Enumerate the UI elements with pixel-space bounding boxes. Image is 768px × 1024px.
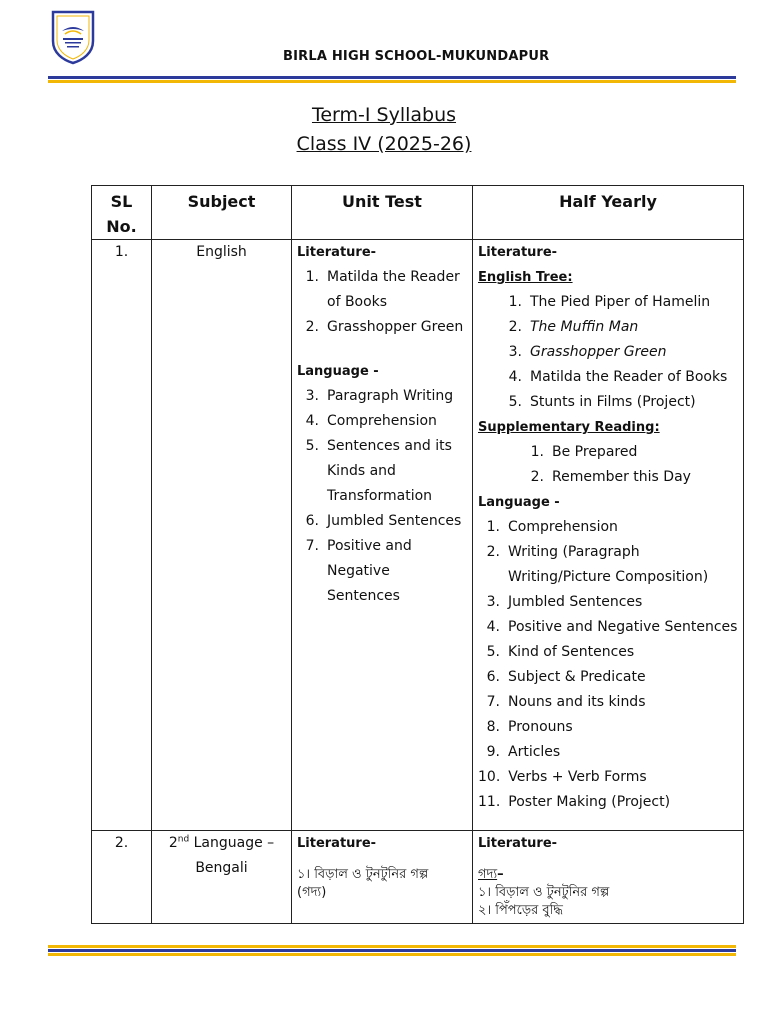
list-number: 8. (486, 719, 500, 735)
section-subheading: English Tree: (478, 270, 573, 285)
list-text: Matilda the Reader of Books (530, 369, 728, 385)
list-text: Nouns and its kinds (508, 694, 646, 710)
topic-list (297, 265, 467, 340)
list-text: The Muffin Man (530, 319, 639, 335)
page-subtitle: Class IV (2025-26) (296, 133, 472, 155)
list-item (478, 540, 738, 590)
list-number: 4. (305, 413, 319, 429)
table-row (92, 240, 744, 831)
list-item (478, 790, 738, 815)
list-number: 4. (508, 369, 522, 385)
list-item (478, 765, 738, 790)
list-item (297, 409, 467, 434)
list-number: 5. (508, 394, 522, 410)
row-sl: 1. (92, 240, 152, 831)
bengali-subheading (478, 866, 738, 884)
list-number: 3. (508, 344, 522, 360)
list-text: Comprehension (508, 519, 618, 535)
list-item (297, 384, 467, 409)
list-number: 2. (486, 544, 500, 560)
list-item (500, 290, 738, 315)
list-item (478, 615, 738, 640)
list-text: Writing (Paragraph Writing/Picture Composition) (508, 544, 709, 585)
list-number: 2. (530, 469, 544, 485)
bengali-line: ২। পিঁপড়ের বুদ্ধি (478, 903, 563, 918)
topic-list (297, 384, 467, 609)
list-item (478, 640, 738, 665)
list-text: Comprehension (327, 413, 437, 429)
list-number: 3. (486, 594, 500, 610)
unit-test-cell (292, 240, 473, 831)
bengali-line: ১। বিড়াল ও টুনটুনির গল্প (478, 885, 610, 900)
list-text: Verbs + Verb Forms (508, 769, 647, 785)
school-name: BIRLA HIGH SCHOOL-MUKUNDAPUR (283, 49, 550, 64)
list-text: Kind of Sentences (508, 644, 635, 660)
syllabus-table (91, 185, 744, 924)
table-row (92, 831, 744, 924)
header-unit-test: Unit Test (292, 186, 473, 240)
list-text: Stunts in Films (Project) (530, 394, 696, 410)
list-number: 3. (305, 388, 319, 404)
list-number: 5. (486, 644, 500, 660)
list-text: Positive and Negative Sentences (327, 538, 412, 604)
list-item (297, 434, 467, 509)
bengali-line: (গদ্য) (297, 885, 327, 900)
list-item (478, 740, 738, 765)
list-item (297, 315, 467, 340)
list-text: Be Prepared (552, 444, 638, 460)
section-heading: Literature- (478, 836, 558, 851)
list-number: 6. (305, 513, 319, 529)
list-item (478, 690, 738, 715)
half-yearly-cell (473, 831, 744, 924)
list-text: Articles (508, 744, 561, 760)
list-item (478, 715, 738, 740)
list-text: Pronouns (508, 719, 573, 735)
list-item (297, 534, 467, 609)
topic-list (478, 440, 738, 490)
list-text: Positive and Negative Sentences (508, 619, 738, 635)
list-item (297, 265, 467, 315)
list-number: 2. (305, 319, 319, 335)
page-title: Term-I Syllabus (311, 104, 457, 126)
list-text: Subject & Predicate (508, 669, 646, 685)
header-rule (48, 76, 736, 83)
list-number: 4. (486, 619, 500, 635)
list-item (500, 390, 738, 415)
section-heading: Literature- (478, 245, 558, 260)
subject-prefix: 2 (168, 835, 178, 851)
list-number: 1. (305, 269, 319, 285)
section-heading: Language - (297, 364, 379, 379)
list-number: 9. (486, 744, 500, 760)
half-yearly-cell (473, 240, 744, 831)
list-number: 7. (486, 694, 500, 710)
list-number: 1. (486, 519, 500, 535)
unit-test-cell (292, 831, 473, 924)
list-item (478, 590, 738, 615)
bengali-line: ১। বিড়াল ও টুনটুনির গল্প (297, 867, 429, 882)
list-text: Poster Making (Project) (508, 794, 671, 810)
header-half-yearly: Half Yearly (473, 186, 744, 240)
row-sl: 2. (92, 831, 152, 924)
list-number: 6. (486, 669, 500, 685)
header-subject: Subject (152, 186, 292, 240)
list-number: 10. (478, 769, 501, 785)
list-text: Jumbled Sentences (327, 513, 462, 529)
list-number: 7. (305, 538, 319, 554)
list-number: 1. (530, 444, 544, 460)
list-text: Matilda the Reader of Books (327, 269, 460, 310)
row-subject (152, 831, 292, 924)
subject-sup: nd (177, 834, 190, 845)
list-item (522, 440, 738, 465)
list-number: 5. (305, 438, 319, 454)
list-item (500, 365, 738, 390)
list-item (500, 340, 738, 365)
section-heading: Language - (478, 495, 560, 510)
list-number: 11. (478, 794, 501, 810)
row-subject: English (152, 240, 292, 831)
list-text: Sentences and its Kinds and Transformation (327, 438, 452, 504)
list-text: Jumbled Sentences (508, 594, 643, 610)
school-crest-icon (50, 9, 96, 65)
footer-rule (48, 945, 736, 956)
list-item (522, 465, 738, 490)
list-number: 2. (508, 319, 522, 335)
list-item (478, 515, 738, 540)
section-subheading: Supplementary Reading: (478, 420, 660, 435)
topic-list (478, 290, 738, 415)
list-number: 1. (508, 294, 522, 310)
list-text: Remember this Day (552, 469, 691, 485)
list-text: Grasshopper Green (327, 319, 464, 335)
list-text: Grasshopper Green (530, 344, 667, 360)
header-sl: SL No. (92, 186, 152, 240)
list-item (500, 315, 738, 340)
prose-heading: গদ্য (478, 867, 498, 882)
prose-dash: – (497, 867, 504, 882)
list-item (478, 665, 738, 690)
section-heading: Literature- (297, 245, 377, 260)
topic-list (478, 515, 738, 815)
subject-rest: Language – Bengali (189, 835, 275, 876)
section-heading: Literature- (297, 836, 377, 851)
list-text: Paragraph Writing (327, 388, 454, 404)
list-item (297, 509, 467, 534)
table-header-row (92, 186, 744, 240)
list-text: The Pied Piper of Hamelin (530, 294, 711, 310)
